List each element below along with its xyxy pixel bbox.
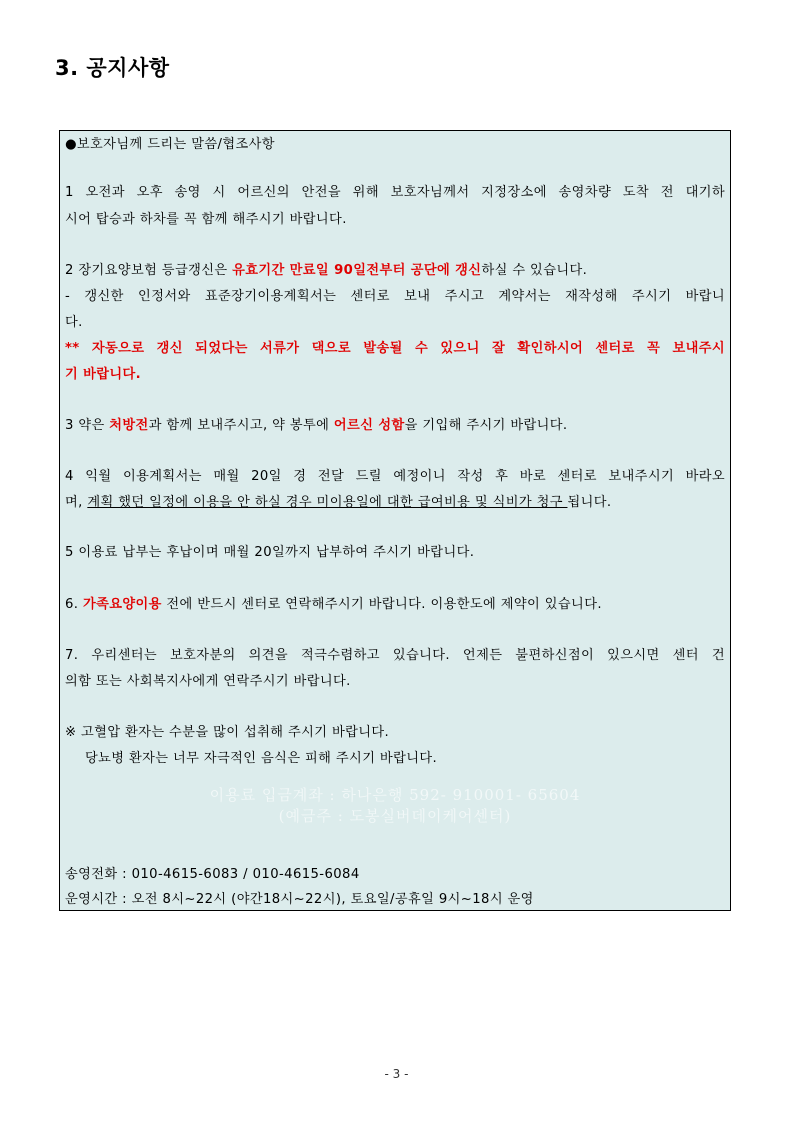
item2-line1 xyxy=(65,261,725,281)
item6-text-post: 전에 반드시 센터로 연락해주시기 바랍니다. 이용한도에 제약이 있습니다. xyxy=(161,597,602,612)
notice-box xyxy=(59,130,731,911)
item2-text-pre: 2 장기요양보험 등급갱신은 xyxy=(65,263,233,278)
item3-emphasis-name: 어르신 성함 xyxy=(333,418,405,433)
item4-text-pre: 며, xyxy=(65,495,88,510)
item5-line: 5 이용료 납부는 후납이며 매월 20일까지 납부하여 주시기 바랍니다. xyxy=(65,545,475,560)
note-line1: ※ 고혈압 환자는 수분을 많이 섭취해 주시기 바랍니다. xyxy=(65,725,390,740)
bank-account-watermark: 이용료 입금계좌 : 하나은행 592- 910001- 65604 xyxy=(209,786,581,804)
item4-line2 xyxy=(65,493,725,513)
item3-text-post: 을 기입해 주시기 바랍니다. xyxy=(404,418,568,433)
item4-line1: 4 익월 이용계획서는 매월 20일 경 전달 드릴 예정이니 작성 후 바로 센터로 보내주시기 바라오 xyxy=(65,469,725,484)
item6-emphasis: 가족요양이용 xyxy=(82,597,162,612)
item2-warning-line1: ** 자동으로 갱신 되었다는 서류가 댁으로 발송될 수 있으니 잘 확인하시어 센터로 꼭 보내주시 xyxy=(65,341,725,356)
item6-text-pre: 6. xyxy=(65,597,83,612)
item1-line1: 1 오전과 오후 송영 시 어르신의 안전을 위해 보호자님께서 지정장소에 송영차량 도착 전 대기하 xyxy=(65,185,725,200)
item3-emphasis-prescription: 처방전 xyxy=(109,418,149,433)
item7-line1: 7. 우리센터는 보호자분의 의견을 적극수렴하고 있습니다. 언제든 불편하신점이 있으시면 센터 건 xyxy=(65,648,725,663)
item2-warning-line2: 기 바랍니다. xyxy=(65,367,142,382)
item2-emphasis: 유효기간 만료일 90일전부터 공단에 갱신 xyxy=(232,263,482,278)
item4-underlined-text: 계획 했던 일정에 이용을 안 하실 경우 미이용일에 대한 급여비용 및 식비가 청구 xyxy=(87,495,568,510)
item7-line2: 의함 또는 사회복지사에게 연락주시기 바랍니다. xyxy=(65,674,351,689)
shuttle-phone-line: 송영전화 : 010-4615-6083 / 010-4615-6084 xyxy=(65,867,360,882)
page-number: - 3 - xyxy=(384,1067,409,1081)
item2-sub-line1: - 갱신한 인정서와 표준장기이용계획서는 센터로 보내 주시고 계약서는 재작성해 주시기 바랍니 xyxy=(65,289,725,304)
operating-hours-line: 운영시간 : 오전 8시~22시 (야간18시~22시), 토요일/공휴일 9시~18시 운영 xyxy=(65,892,534,907)
item6-line xyxy=(65,595,725,615)
item3-text-pre: 3 약은 xyxy=(65,418,110,433)
section-title: 3. 공지사항 xyxy=(55,56,170,80)
item3-text-mid: 과 함께 보내주시고, 약 봉투에 xyxy=(148,418,334,433)
item2-sub-line2: 다. xyxy=(65,315,83,330)
account-holder-watermark: (예금주 : 도봉실버데이케어센터) xyxy=(278,807,512,825)
note-line2: 당뇨병 환자는 너무 자극적인 음식은 피해 주시기 바랍니다. xyxy=(85,751,438,766)
notice-header: ●보호자님께 드리는 말씀/협조사항 xyxy=(65,137,275,152)
item1-line2: 시어 탑승과 하차를 꼭 함께 해주시기 바랍니다. xyxy=(65,212,347,227)
item2-text-post: 하실 수 있습니다. xyxy=(481,263,588,278)
item4-text-post: 됩니다. xyxy=(567,495,612,510)
item3-line xyxy=(65,416,725,436)
